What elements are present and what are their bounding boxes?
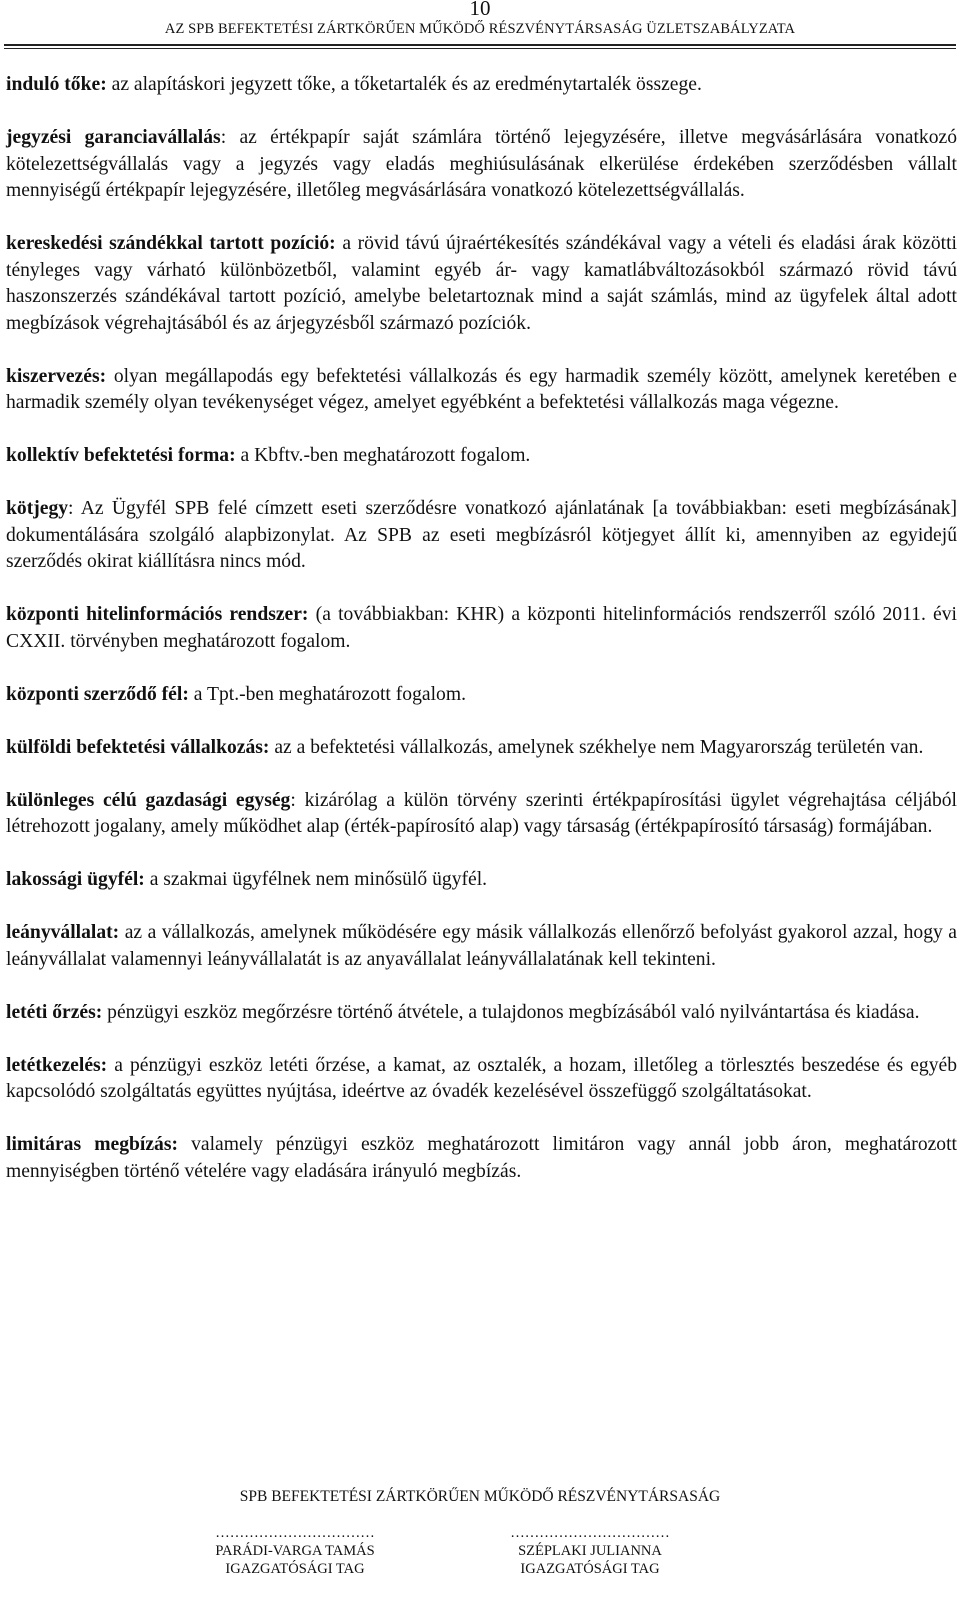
definition-khr bbox=[6, 602, 957, 655]
page-number: 10 bbox=[469, 0, 491, 20]
definition-text: az alapításkori jegyzett tőke, a tőketartalék és az eredménytartalék összege. bbox=[106, 74, 702, 95]
definition-induló-toke bbox=[6, 72, 957, 99]
signatory-role: IGAZGATÓSÁGI TAG bbox=[225, 1561, 365, 1577]
definition-term: lakossági ügyfél: bbox=[6, 869, 145, 890]
definition-term: jegyzési garanciavállalás bbox=[6, 127, 221, 148]
definition-text: az a vállalkozás, amelynek működésére egy másik vállalkozás ellenőrző befolyást gyakorol azzal, hogy a leányvállalat valamennyi leányvállalatát is az anyavállalat leányvállalatának kell tekinteni. bbox=[6, 922, 957, 970]
definition-kulonleges-celu-gazdasagi-egyseg bbox=[6, 788, 957, 841]
definition-text: a pénzügyi eszköz letéti őrzése, a kamat, az osztalék, a hozam, illetőleg a törlesztés beszedése és egyéb kapcsolódó szolgáltatás együttes nyújtása, ideértve az óvadék kezelésével összefüggő szolgáltatásokat. bbox=[6, 1054, 957, 1102]
definition-leanyvallalat bbox=[6, 920, 957, 973]
signatory-name: PARÁDI-VARGA TAMÁS bbox=[215, 1543, 375, 1559]
definition-kereskedesi-pozicio bbox=[6, 231, 957, 337]
definition-term: limitáras megbízás: bbox=[6, 1134, 178, 1155]
definition-leteti-orzes bbox=[6, 1000, 957, 1027]
definition-limitaras-megbizas bbox=[6, 1132, 957, 1185]
definition-term: kötjegy bbox=[6, 498, 69, 519]
definition-kiszervezes bbox=[6, 364, 957, 417]
signatory-name: SZÉPLAKI JULIANNA bbox=[518, 1543, 662, 1559]
header-rule bbox=[4, 44, 956, 46]
definition-text: az a befektetési vállalkozás, amelynek székhelye nem Magyarország területén van. bbox=[269, 736, 924, 758]
definition-text: a szakmai ügyfélnek nem minősülő ügyfél. bbox=[144, 869, 488, 890]
signature-line: …………………………… bbox=[215, 1525, 375, 1541]
definition-text: a rövid távú újraértékesítés szándékával vagy a vételi és eladási árak közötti tényleges vagy várható különbözetből, valamint egyéb ár- vagy kamatlábváltozásokból származó rövid távú haszonszerzés szándékával tartott pozíció, amelybe beletartoznak mind a saját számlás, mind az ügyfelek által adott megbízások végrehajtásából és az árjegyzésből származó pozíciók. bbox=[6, 233, 958, 334]
signature-block-right bbox=[460, 1524, 720, 1578]
definition-text: olyan megállapodás egy befektetési vállalkozás és egy harmadik személy között, amelynek keretében e harmadik személy olyan tevékenységet végez, amelyet egyébként a befektetési vállalkozás maga végezne. bbox=[6, 365, 957, 413]
definition-text: pénzügyi eszköz megőrzésre történő átvétele, a tulajdonos megbízásából való nyilvántartása és kiadása. bbox=[102, 1001, 920, 1023]
definition-term: letétkezelés: bbox=[6, 1054, 108, 1076]
definition-text: valamely pénzügyi eszköz meghatározott limitáron vagy annál jobb áron, meghatározott mennyiségben történő vételére vagy eladására irányuló megbízás. bbox=[6, 1134, 957, 1182]
definition-kulfoldi-befektetesi-vallalkozas bbox=[6, 735, 957, 762]
signature-block-left bbox=[165, 1524, 425, 1578]
definition-text: (a továbbiakban: KHR) a központi hitelinformációs rendszerről szóló 2011. évi CXXII. törvényben meghatározott fogalom. bbox=[6, 604, 957, 652]
definition-term: különleges célú gazdasági egység bbox=[6, 789, 291, 811]
definition-term: induló tőke: bbox=[6, 74, 107, 95]
definition-term: központi hitelinformációs rendszer: bbox=[6, 604, 309, 625]
definition-lakossagi-ugyfel bbox=[6, 867, 957, 894]
definitions-list bbox=[6, 72, 957, 1212]
definition-term: leányvállalat: bbox=[6, 922, 120, 943]
signatory-role: IGAZGATÓSÁGI TAG bbox=[520, 1561, 660, 1577]
running-header: AZ SPB BEFEKTETÉSI ZÁRTKÖRŰEN MŰKÖDŐ RÉSZVÉNYTÁRSASÁG ÜZLETSZABÁLYZATA bbox=[164, 21, 796, 37]
definition-text: a Tpt.-ben meghatározott fogalom. bbox=[188, 683, 466, 705]
definition-kozponti-szerzodo-fel bbox=[6, 682, 957, 709]
definition-kotjegy bbox=[6, 496, 957, 576]
definition-term: központi szerződő fél: bbox=[6, 683, 189, 705]
definition-jegyzesi-garanciavallalas bbox=[6, 125, 957, 205]
definition-letetkezeles bbox=[6, 1053, 957, 1106]
definition-term: kiszervezés: bbox=[6, 365, 107, 387]
footer-company: SPB BEFEKTETÉSI ZÁRTKÖRŰEN MŰKÖDŐ RÉSZVÉNYTÁRSASÁG bbox=[239, 1488, 721, 1505]
definition-term: letéti őrzés: bbox=[6, 1001, 103, 1023]
header-rule-thin bbox=[4, 48, 956, 49]
definition-text: : Az Ügyfél SPB felé címzett eseti szerződésre vonatkozó ajánlatának [a továbbiakban: eseti megbízásának] dokumentálására szolgáló alapbizonylat. Az SPB az eseti megbízásról kötjegyet állít ki, amennyiben az egyidejű szerződés okirat kiállításra nincs mód. bbox=[6, 498, 957, 572]
definition-text: a Kbftv.-ben meghatározott fogalom. bbox=[235, 445, 531, 466]
definition-term: kollektív befektetési forma: bbox=[6, 445, 236, 466]
definition-text: : az értékpapír saját számlára történő lejegyzésére, illetve megvásárlására vonatkozó kötelezettségvállalás vagy a jegyzés vagy eladás meghiúsulásának elkerülése érdekében szerződésben vállalt mennyiségű értékpapír lejegyzésére, illetőleg megvásárlására vonatkozó kötelezettségvállalás. bbox=[6, 127, 958, 201]
definition-term: külföldi befektetési vállalkozás: bbox=[6, 736, 270, 758]
definition-text: : kizárólag a külön törvény szerinti értékpapírosítási ügylet végrehajtása céljából létrehozott jogalany, amely működhet alap (érték-papírosító alap) vagy társaság (értékpapírosító társaság) formájában. bbox=[6, 789, 957, 837]
signature-line: …………………………… bbox=[510, 1525, 670, 1541]
definition-kollektiv-befektetesi-forma bbox=[6, 443, 957, 470]
definition-term: kereskedési szándékkal tartott pozíció: bbox=[6, 233, 336, 254]
